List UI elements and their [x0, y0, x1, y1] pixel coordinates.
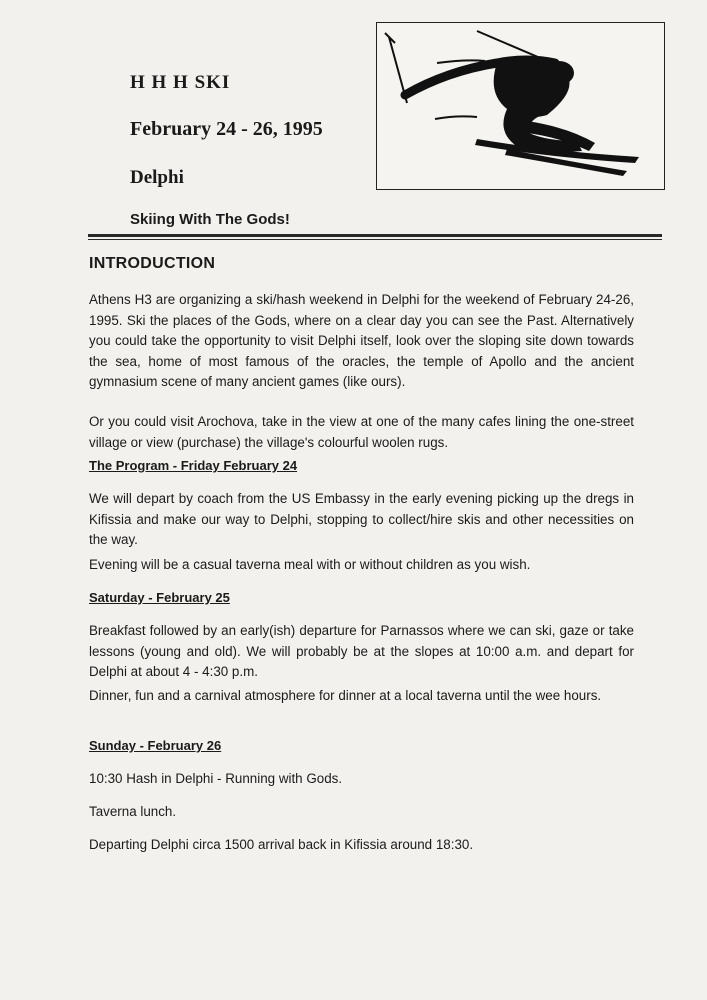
divider-thick — [88, 234, 662, 237]
event-title: H H H SKI — [130, 72, 231, 93]
friday-paragraph-1: We will depart by coach from the US Embassy in the early evening picking up the dregs in Kifissia and make our way to Delphi, stopping to collect/hire skis and other necessities on the way. — [89, 491, 634, 547]
friday-heading: The Program - Friday February 24 — [89, 458, 298, 473]
saturday-paragraph-2: Dinner, fun and a carnival atmosphere for dinner at a local taverna until the wee hours. — [89, 688, 602, 703]
skier-icon — [377, 23, 664, 189]
introduction-heading: INTRODUCTION — [89, 255, 216, 272]
sunday-line-1: 10:30 Hash in Delphi - Running with Gods. — [89, 771, 343, 786]
saturday-paragraph-1: Breakfast followed by an early(ish) departure for Parnassos where we can ski, gaze or take lessons (young and old). We will probably be at the slopes at 10:00 a.m. and depart for Delphi at about 4 - 4:30 p.m. — [89, 623, 634, 679]
event-tagline: Skiing With The Gods! — [130, 211, 290, 228]
introduction-paragraph-2: Or you could visit Arochova, take in the view at one of the many cafes lining the one-street village or view (purchase) the village's colourful woolen rugs. — [89, 414, 634, 450]
event-location: Delphi — [130, 167, 184, 188]
divider-thin — [88, 239, 662, 240]
saturday-heading: Saturday - February 25 — [89, 590, 230, 605]
sunday-heading: Sunday - February 26 — [89, 738, 222, 753]
event-dates: February 24 - 26, 1995 — [130, 118, 323, 140]
sunday-line-2: Taverna lunch. — [89, 804, 177, 819]
sunday-line-3: Departing Delphi circa 1500 arrival back in Kifissia around 18:30. — [89, 837, 474, 852]
logo-box — [376, 22, 665, 190]
introduction-paragraph-1: Athens H3 are organizing a ski/hash weekend in Delphi for the weekend of February 24-26, 1995. Ski the places of the Gods, where on a clear day you can see the Past. Alternatively you could take the opportunity to visit Delphi itself, look over the sloping site down towards the sea, home of most famous of the oracles, the temple of Apollo and the ancient gymnasium scene of many ancient games (like ours). — [89, 292, 634, 389]
friday-paragraph-2: Evening will be a casual taverna meal with or without children as you wish. — [89, 557, 531, 572]
